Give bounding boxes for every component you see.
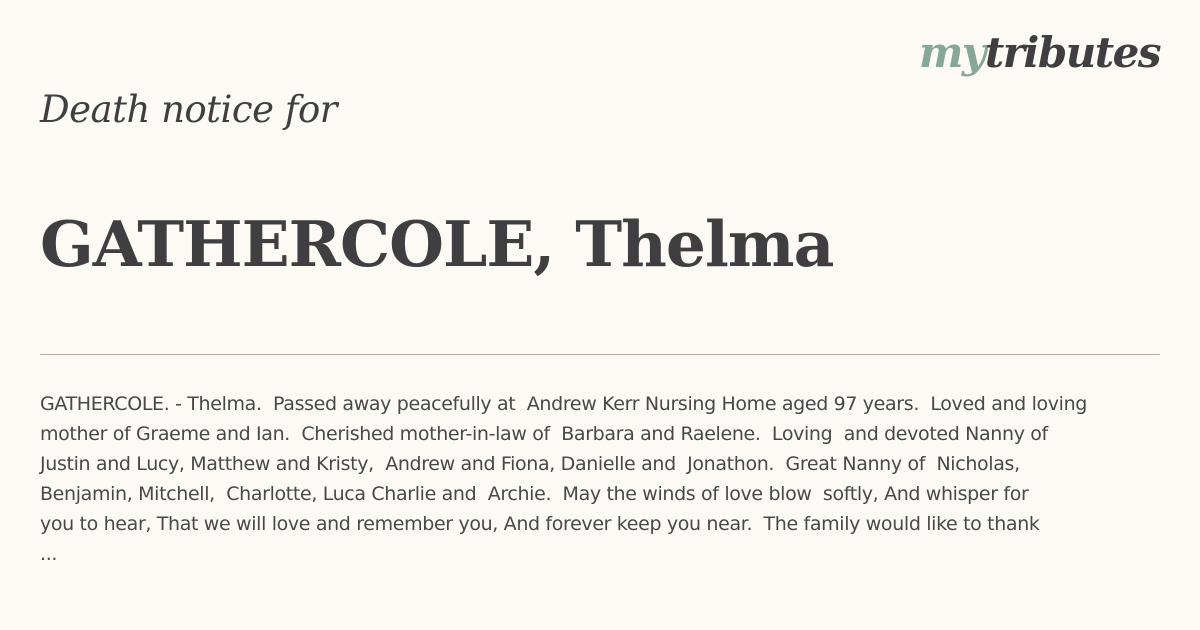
mytributes-logo xyxy=(918,28,1160,77)
notice-line: Justin and Lucy, Matthew and Kristy, Andrew and Fiona, Danielle and Jonathon. Great Nanny of Nicholas, xyxy=(40,453,1020,475)
deceased-name: GATHERCOLE, Thelma xyxy=(40,207,834,281)
notice-body xyxy=(40,389,1160,569)
logo-suffix: tributes xyxy=(984,28,1160,77)
logo-prefix: my xyxy=(918,28,985,77)
notice-line: you to hear, That we will love and remember you, And forever keep you near. The family would like to thank xyxy=(40,513,1040,535)
divider xyxy=(40,354,1160,355)
notice-line: Benjamin, Mitchell, Charlotte, Luca Charlie and Archie. May the winds of love blow softly, And whisper for xyxy=(40,483,1029,505)
notice-ellipsis: ... xyxy=(40,543,58,565)
notice-kicker: Death notice for xyxy=(40,88,337,131)
notice-line: GATHERCOLE. - Thelma. Passed away peacefully at Andrew Kerr Nursing Home aged 97 years. Loved and loving xyxy=(40,393,1088,415)
notice-line: mother of Graeme and Ian. Cherished mother-in-law of Barbara and Raelene. Loving and devoted Nanny of xyxy=(40,423,1048,445)
